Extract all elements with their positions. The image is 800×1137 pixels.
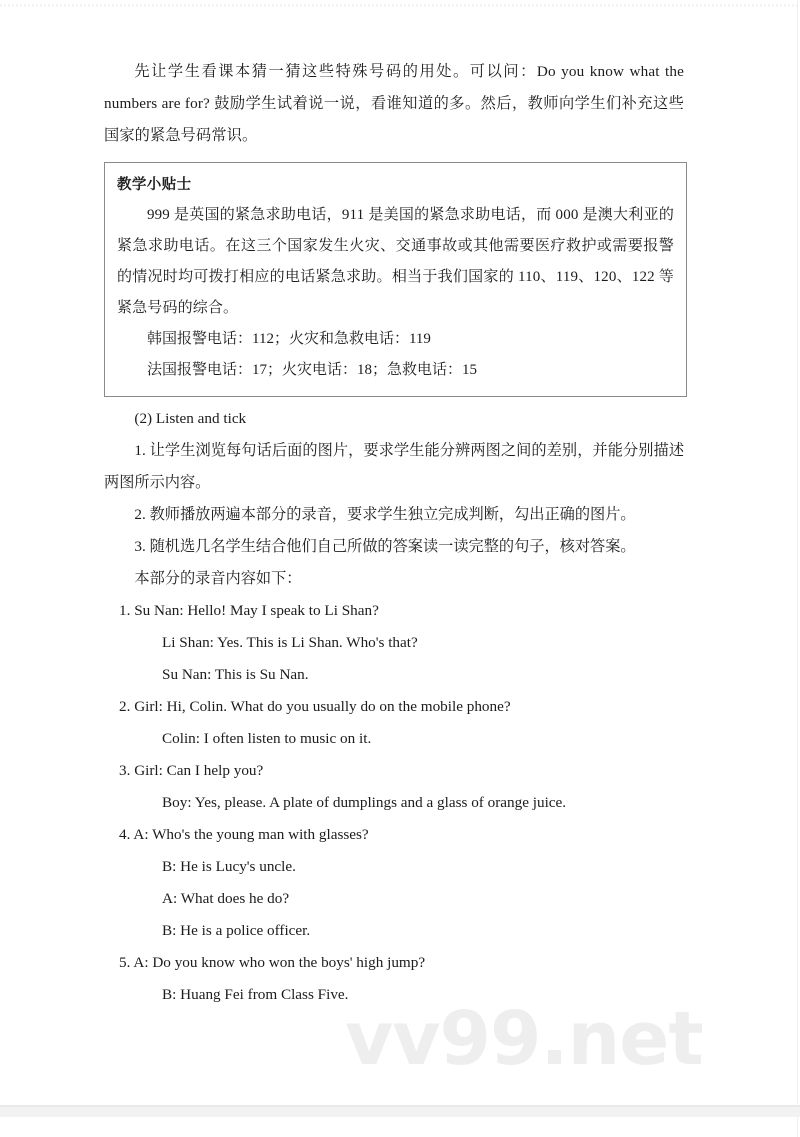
scan-top-edge-artifact xyxy=(0,4,800,7)
section-label-listen-and-tick: (2) Listen and tick xyxy=(134,410,247,427)
script-line: B: He is a police officer. xyxy=(162,922,311,939)
script-line: B: Huang Fei from Class Five. xyxy=(162,986,349,1003)
script-number: 1. xyxy=(119,602,131,619)
script-number: 3. xyxy=(119,762,131,779)
script-line xyxy=(104,595,684,627)
teaching-tip-box xyxy=(104,162,687,397)
script-item xyxy=(104,691,684,755)
script-line xyxy=(104,947,684,979)
script-intro-text: 本部分的录音内容如下： xyxy=(134,570,302,587)
script-text: Girl: Can I help you? xyxy=(134,762,264,779)
script-text: Su Nan: Hello! May I speak to Li Shan? xyxy=(134,602,379,619)
script-line: A: What does he do? xyxy=(162,890,290,907)
script-item xyxy=(104,595,684,691)
section-step-2: 2. 教师播放两遍本部分的录音，要求学生独立完成判断，勾出正确的图片。 xyxy=(134,506,636,523)
script-text: Girl: Hi, Colin. What do you usually do on the mobile phone? xyxy=(134,698,511,715)
script-line: Li Shan: Yes. This is Li Shan. Who's that? xyxy=(162,634,418,651)
teaching-tip-line-france: 法国报警电话：17；火灾电话：18；急救电话：15 xyxy=(147,362,478,378)
section-step-3: 3. 随机选几名学生结合他们自己所做的答案读一读完整的句子，核对答案。 xyxy=(134,538,636,555)
script-line: B: He is Lucy's uncle. xyxy=(162,858,296,875)
script-number: 2. xyxy=(119,698,131,715)
script-item xyxy=(104,819,684,947)
script-item xyxy=(104,755,684,819)
script-line: Colin: I often listen to music on it. xyxy=(162,730,372,747)
script-line xyxy=(104,819,684,851)
teaching-tip-body: 999 是英国的紧急求助电话，911 是美国的紧急求助电话，而 000 是澳大利亚的紧急求助电话。在这三个国家发生火灾、交通事故或其他需要医疗救护或需要报警的情况时均可拨打相应的电话紧急求助。相当于我们国家的 110、119、120、122 等紧急号码的综合。 xyxy=(117,207,674,316)
section-step-1: 1. 让学生浏览每句话后面的图片，要求学生能分辨两图之间的差别，并能分别描述两图所示内容。 xyxy=(104,442,684,491)
scan-bottom-band xyxy=(0,1107,800,1117)
site-watermark: vv99.net xyxy=(345,996,703,1082)
teaching-tip-line-korea: 韩国报警电话：112；火灾和急救电话：119 xyxy=(147,331,431,347)
script-number: 5. xyxy=(119,954,131,971)
script-text: A: Who's the young man with glasses? xyxy=(133,826,369,843)
intro-paragraph: 先让学生看课本猜一猜这些特殊号码的用处。可以问：Do you know what the numbers are for? 鼓励学生试着说一说，看谁知道的多。然后，教师向学生们补充这些国家的紧急号码常识。 xyxy=(104,63,684,144)
script-text: A: Do you know who won the boys' high jump? xyxy=(133,954,426,971)
script-line xyxy=(104,691,684,723)
teaching-tip-title: 教学小贴士 xyxy=(117,177,192,193)
script-line: Su Nan: This is Su Nan. xyxy=(162,666,309,683)
scan-right-edge-artifact xyxy=(797,0,798,1137)
script-number: 4. xyxy=(119,826,131,843)
script-line: Boy: Yes, please. A plate of dumplings and a glass of orange juice. xyxy=(162,794,567,811)
script-line xyxy=(104,755,684,787)
document-content xyxy=(104,56,684,1011)
